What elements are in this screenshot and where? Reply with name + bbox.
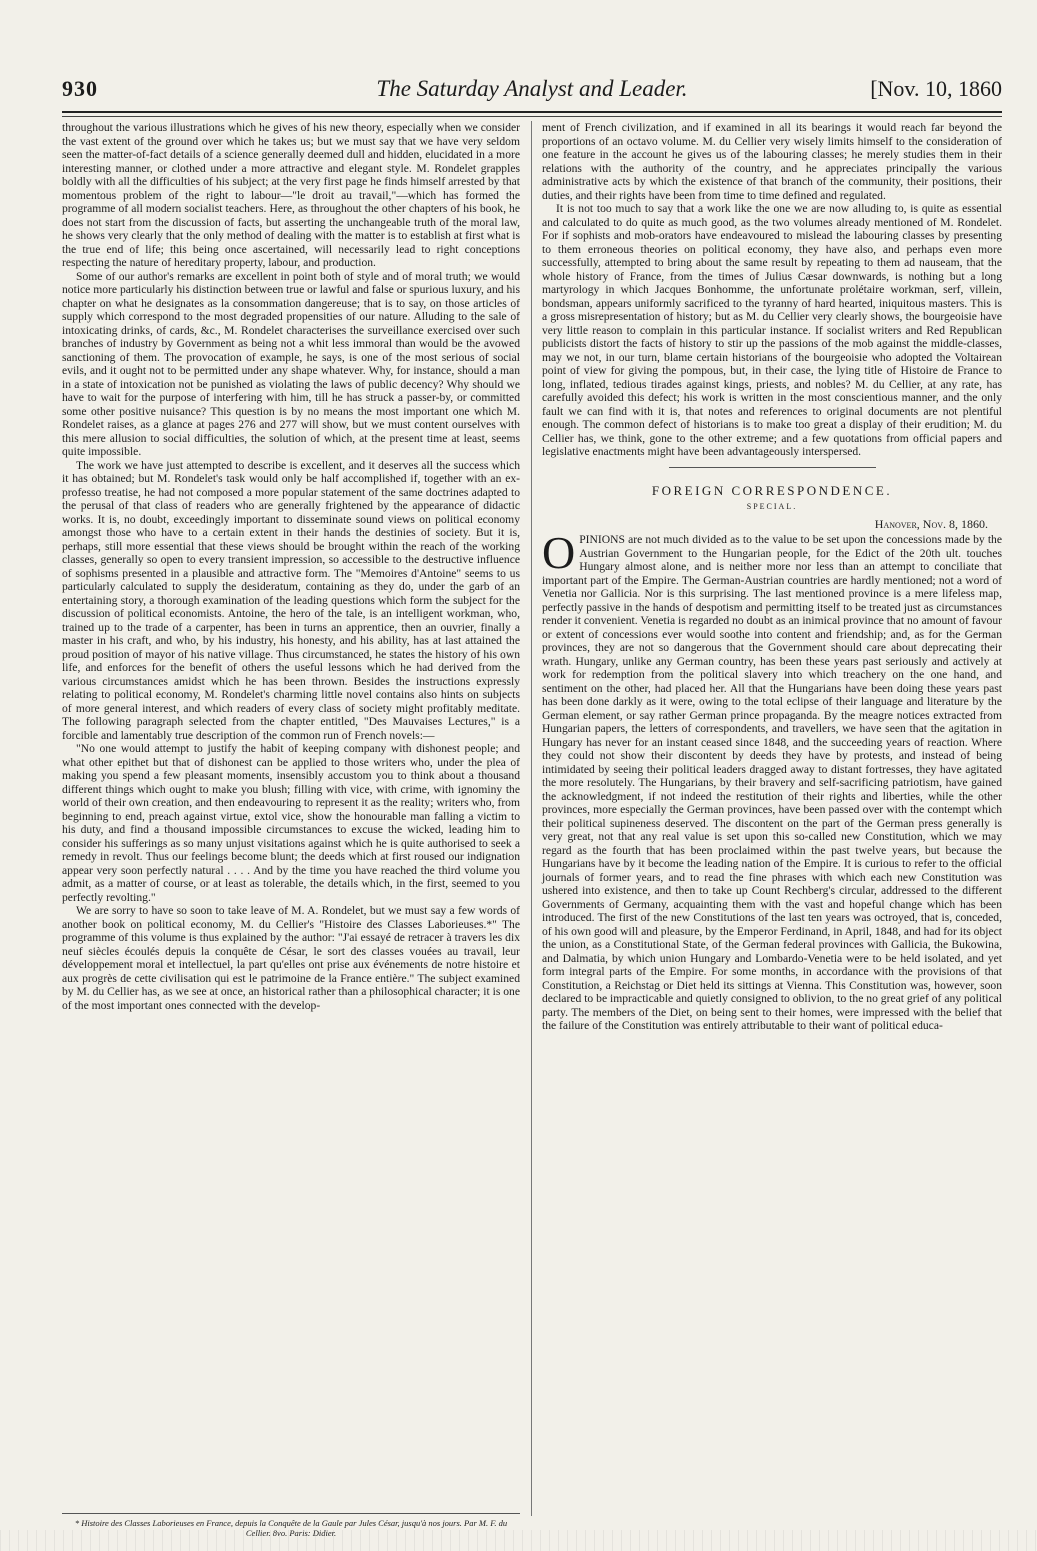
header-rule [62,111,1002,113]
column-divider [531,121,532,1516]
article-paragraph: We are sorry to have so soon to take leave of M. A. Rondelet, but we must say a few words of another book on political economy, M. du Cellier's "Histoire des Classes Laborieuses.*" The programme of this volume is thus explained by the author: "J'ai essayé de retracer à travers les dix neuf siècles écoulés depuis la conquête de César, le sort des classes vouées au travail, leur développement moral et intellectuel, la part qu'elles ont prise aux événements de notre histoire et aux progrès de cette civilisation qui est le patrimoine de la France entière." The subject examined by M. du Cellier has, as we see at once, an historical rather than a philosophical character; it is one of the most important ones connected with the develop- [62,904,520,1012]
article-paragraph: The work we have just attempted to describe is excellent, and it deserves all the success which it has obtained; but M. Rondelet's task would only be half accomplished if, together with an ex-professo treatise, he had not composed a more popular statement of the same doctrines adapted to the perusal of that class of readers who are generally frightened by the appearance of didactic works. It is, no doubt, exceedingly important to disseminate sound views on political economy amongst those who have to a certain extent in their hands the destinies of society. But it is, perhaps, still more essential that these views should be brought within the reach of the working classes, generally so open to every transient impression, so accessible to the destructive influence of sophisms presented in a plausible and attractive form. The "Memoires d'Antoine" seems to us particularly calculated to supply the desideratum, containing as they do, under the garb of an entertaining story, a thorough examination of the leading questions which form the subject for the discussion of political economists. Antoine, the hero of the tale, is an intelligent workman, who, trained up to the trade of a carpenter, has been in turns an apprentice, then an ouvrier, finally a master in his craft, and who, by his industry, his honesty, and his ability, has at last attained the proud position of mayor of his native village. Thus circumstanced, he states the history of his own life, and enforces for the benefit of others the useful lessons which he had derived from the various circumstances amidst which he has been thrown. Besides the instructions expressly relating to political economy, M. Rondelet's charming little novel contains also hints on subjects of more general interest, and which readers of every class of society might profitably meditate. The following paragraph selected from the chapter entitled, "Des Mauvaises Lectures," is a forcible and lamentably true description of the common run of French novels:— [62,458,520,742]
footnote-rule [62,1513,520,1514]
issue-date: [Nov. 10, 1860 [870,76,1002,101]
journal-title: The Saturday Analyst and Leader. [376,76,688,101]
header-rule-thin [62,116,1002,117]
section-subheading: SPECIAL. [746,502,798,511]
correspondence-paragraph [542,527,1002,1033]
article-paragraph: It is not too much to say that a work like the one we are now alluding to, is quite as essential and calculated to do quite as much good, as the two volumes already mentioned of M. Rondelet. For if sophists and mob-orators have endeavoured to mislead the labouring classes by presenting to them erroneous theories on political economy, they have also, and perhaps even more successfully, attempted to bring about the same result by repeating to them ad nauseam, that the whole history of France, from the times of Julius Cæsar downwards, is nothing but a long martyrology in which Jacques Bonhomme, the unfortunate prolétaire workman, serf, villein, bondsman, appears uniformly sacrificed to the tyranny of hard hearted, iniquitous masters. This is a gross misrepresentation of history; but as M. du Cellier very clearly shows, the bourgeoisie have very little reason to complain in this particular instance. If socialist writers and Red Republican publicists distort the facts of history to stir up the passions of the mob against the middle-classes, may we not, in our turn, blame certain historians of the bourgeoisie who adopted the Voltairean point of view for giving the pompous, but, in their case, the lying title of Histoire de France to long, inflated, tedious tirades against kings, priests, and nobles? M. du Cellier, at any rate, has carefully avoided this defect; his work is written in the most conscientious manner, and the only fault we can find with it is, that notes and references to original documents are not plentiful enough. The common defect of historians is to make too great a display of their erudition; M. du Cellier has, we think, gone to the other extreme; and a few quotations from official papers and legislative enactments might have been advantageously interspersed. [542,202,1002,458]
paper-texture [0,1530,1037,1551]
article-paragraph: Some of our author's remarks are excellent in point both of style and of moral truth; we would notice more particularly his distinction between true or lawful and false or spurious luxury, and his chapter on what he designates as la consommation dangereuse; that is to say, on those articles of supply which correspond to the most degraded propensities of our nature. Alluding to the sale of intoxicating drinks, of cards, &c., M. Rondelet characterises the surveillance exercised over such branches of industry by Government as being not a whit less immoral than would be the avowed sanctioning of them. The provocation of example, he says, is one of the most serious of social evils, and it ought not to be permitted under any shape whatever. Why, for instance, should a man in a state of intoxication not be punished as violating the laws of public decency? Why should we have to wait for the purpose of interfering with him, till he has struck a passer-by, or committed some other positive nuisance? This question is by no means the most important one which M. Rondelet raises, as a glance at pages 276 and 277 will show, but we must content ourselves with this mere allusion to social difficulties, the solution of which, at the present time at least, seems quite impossible. [62,269,520,458]
article-paragraph: throughout the various illustrations which he gives of his new theory, especially when we consider the vast extent of the ground over which he takes us; but we must say that we have very seldom seen the matter-of-fact details of a science generally deemed dull and hidden, elucidated in a more interesting manner, or clothed under a more attractive and elegant style. M. Rondelet grapples boldly with all the difficulties of his subject; at the very first page he finds himself arrested by that momentous problem of the right to labour—"le droit au travail,"—which has formed the programme of all modern socialist teachers. Here, as throughout the other chapters of his book, he does not start from the discussion of facts, but asserting the unchangeable truth of the moral law, he shows very clearly that the only method of dealing with the matter is to establish at first what is the true end of life; this being once ascertained, will necessarily lead to right conceptions respecting the nature of hereditary property, labour, and production. [62,121,520,269]
article-paragraph: ment of French civilization, and if examined in all its bearings it would reach far beyond the proportions of an octavo volume. M. du Cellier very wisely limits himself to the consideration of one feature in the account he gives us of the labouring classes; he merely studies them in their relations with the authority of the country, and he appreciates principally the various administrative acts by which the existence of that branch of the community, their positions, their duties, and their rights have been from time to time defined and regulated. [542,121,1002,202]
left-column [62,121,520,1012]
page-number: 930 [62,76,98,101]
dateline: Hanover, Nov. 8, 1860. [874,516,988,531]
quoted-passage: "No one would attempt to justify the habit of keeping company with dishonest people; and what other epithet but that of dishonest can be applied to those writers who, under the plea of making you spend a few pleasant moments, insensibly accustom you to think about a thousand different things which ought to make you blush; filling with vice, with crime, with ignominy the world of their own creation, and then endeavouring to represent it as the reality; writers who, from beginning to end, preach against virtue, extol vice, show the honourable man falling a victim to his duty, and find a thousand impossible circumstances to excuse the wicked, leading him to consider his sufferings as so many unjust visitations against which he is quite authorised to seek a remedy in revolt. Thus our feelings become blunt; the deeds which at first roused our indignation appear very soon perfectly natural . . . . And by the time you have reached the third volume you admit, as a matter of course, or at least as tolerable, the details which, in the first, seemed to you perfectly revolting." [62,742,520,904]
footnote: * Histoire des Classes Laborieuses en France, depuis la Conquête de la Gaule par Jules César, jusqu'à nos jours. Par M. F. du Cellier. 8vo. Paris: Didier. [74,1518,508,1538]
drop-cap: O [542,527,576,578]
section-divider [669,467,876,468]
correspondence-text: are not much divided as to the value to be set upon the concessions made by the Austrian Government to the Hungarian people, for the Edict of the 20th ult. touches Hungary almost alone, and is neither more nor less than an attempt to conciliate that important part of the Empire. The German-Austrian countries are hardly mentioned; not a word of Venetia nor Gallicia. Nor is this surprising. The last mentioned province is a mere lifeless map, perfectly passive in the hands of despotism and permitting itself to be treated just as circumstances render it convenient. Venetia is regarded no doubt as an inimical province that no amount of favour or extent of concessions ever would soothe into content and friendship; and, as for the German provinces, they are not so dangerous that the Government should care about deprecating their wrath. Hungary, unlike any German country, has been these years past seriously and actively at work for redemption from the political slavery into which treachery on the one hand, and sentiment on the other, had placed her. All that the Hungarians have been doing these years past has been done darkly as it were, owing to the total eclipse of their language and literature by the German element, or say rather German prince propaganda. By the meagre notices extracted from Hungarian papers, the letters of correspondents, and travellers, we have seen that the agitation in Hungary has never for an instant ceased since 1848, and the succeeding years of reaction. Where they could not show their discontent by deeds they have by protests, and instead of being intimidated by seeing their political leaders dragged away to distant fortresses, they have agitated the more resolutely. The Hungarians, by their bravery and self-sacrificing patriotism, have gained the acknowledgment, if not indeed the restitution of their rights and liberties, while the other provinces, more especially the German provinces, have been passed over with the contempt which their political supineness deserved. The discontent on the part of the German press generally is very great, not that any real value is set upon this so-called new Constitution, which we may regard as the fourth that has been proclaimed within the past twelve years, but because the Hungarians have by it become the leading nation of the Empire. It is curious to refer to the official journals of former years, and to read the fine phrases with which each new Constitution was ushered into existence, and then to take up Count Rechberg's circular, addressed to the different Governments of Germany, acquainting them with the vast and hopeful change which has been introduced. The first of the new Constitutions of the last ten years was octroyed, that is, conceded, of his own good will and pleasure, by the Emperor Ferdinand, in April, 1848, and had for its object the union, as a Constitutional State, of the German federal provinces with Gallicia, the Bukowina, and Dalmatia, by which union Hungary and Lombardo-Venetia were to be held isolated, and yet form integral parts of the Empire. For some months, in accordance with the provisions of that Constitution, a Reichstag or Diet held its sittings at Vienna. This Constitution was, however, soon declared to be impracticable and quietly consigned to oblivion, to the no great grief of any political party. The members of the Diet, on being sent to their homes, were impressed with the belief that the failure of the Constitution was entirely attributable to their want of political educa- [542,533,1002,1032]
lead-word: PINIONS [579,533,625,546]
section-heading: FOREIGN CORRESPONDENCE. [651,482,893,498]
right-column [542,121,1002,1033]
page-header [62,76,1002,110]
